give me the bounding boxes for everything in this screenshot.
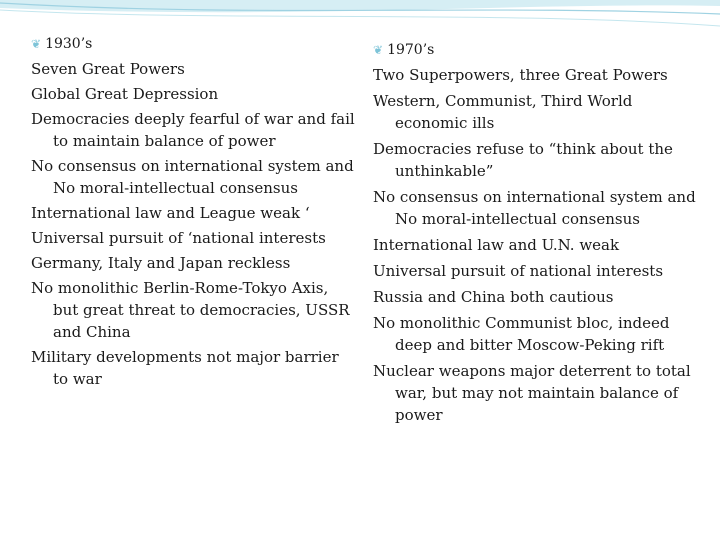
left-list-item: Military developments not major barrier to war bbox=[31, 348, 339, 388]
right-list-item: Russia and China both cautious bbox=[373, 288, 614, 306]
left-list bbox=[31, 58, 356, 390]
leaf-bullet-icon: ❦ bbox=[373, 43, 384, 57]
left-list-item: Germany, Italy and Japan reckless bbox=[31, 254, 291, 272]
right-column bbox=[373, 42, 703, 430]
left-heading-text: 1930’s bbox=[45, 36, 93, 52]
right-list-item: Universal pursuit of national interests bbox=[373, 262, 664, 280]
right-heading bbox=[373, 42, 703, 58]
right-list-item: No monolithic Communist bloc, indeed deep and bitter Moscow-Peking rift bbox=[373, 314, 670, 354]
left-list-item: No monolithic Berlin-Rome-Tokyo Axis, but great threat to democracies, USSR and China bbox=[31, 279, 350, 341]
left-heading bbox=[31, 36, 356, 52]
right-heading-text: 1970’s bbox=[387, 42, 435, 58]
left-list-item: Seven Great Powers bbox=[31, 60, 185, 78]
left-list-item: Universal pursuit of ‘national interests bbox=[31, 229, 326, 247]
right-list-item: No consensus on international system and No moral-intellectual consensus bbox=[373, 188, 696, 228]
right-list-item: International law and U.N. weak bbox=[373, 236, 620, 254]
right-list-item: Two Superpowers, three Great Powers bbox=[373, 66, 668, 84]
right-list-item: Western, Communist, Third World economic ills bbox=[373, 92, 633, 132]
right-list-item: Nuclear weapons major deterrent to total war, but may not maintain balance of power bbox=[373, 362, 691, 424]
left-list-item: No consensus on international system and No moral-intellectual consensus bbox=[31, 157, 354, 197]
left-list-item: Global Great Depression bbox=[31, 85, 219, 103]
left-list-item: International law and League weak ‘ bbox=[31, 204, 310, 222]
left-column bbox=[31, 36, 356, 393]
right-list bbox=[373, 64, 703, 426]
right-list-item: Democracies refuse to “think about the unthinkable” bbox=[373, 140, 673, 180]
left-list-item: Democracies deeply fearful of war and fail to maintain balance of power bbox=[31, 110, 355, 150]
leaf-bullet-icon: ❦ bbox=[31, 37, 42, 51]
